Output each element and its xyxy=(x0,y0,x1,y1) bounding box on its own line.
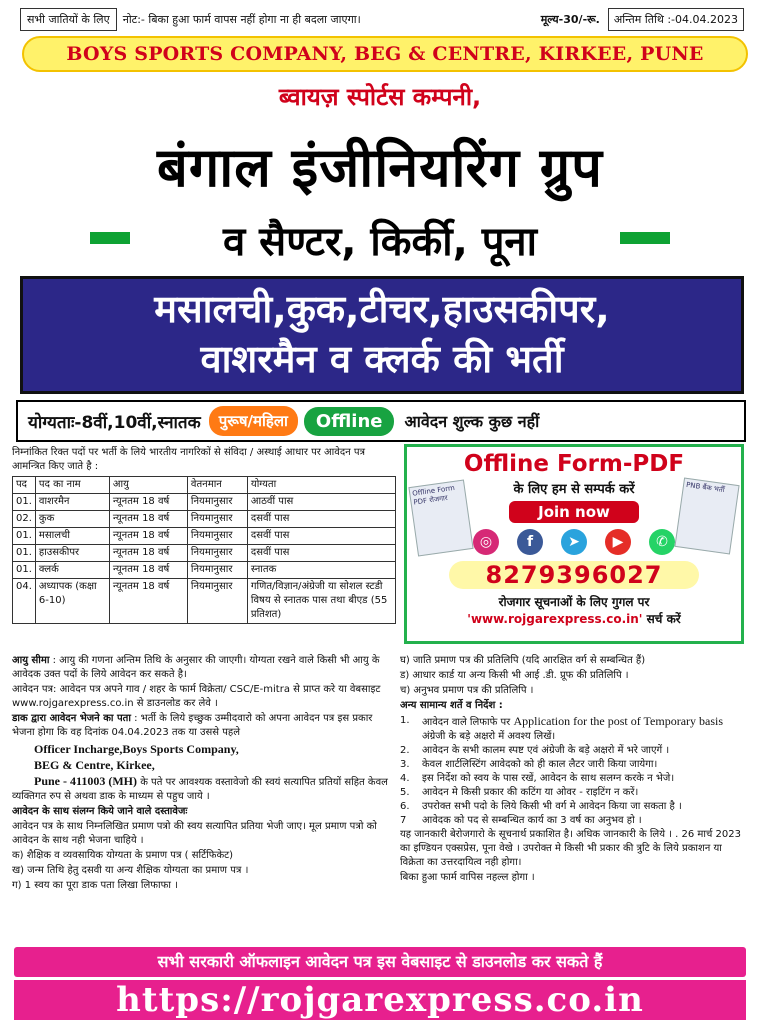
mode-badge: Offline xyxy=(304,407,395,436)
table-cell: गणित/विज्ञान/अंग्रेजी या सोशल स्टडी विषय से स्नातक पास तथा बीएड (55 प्रतिशत) xyxy=(247,579,395,624)
list-item xyxy=(400,772,744,786)
doc-item: च) अनुभव प्रमाण पत्र की प्रतिलिपि । xyxy=(400,685,534,696)
table-row xyxy=(13,562,396,579)
age-label: आयु सीमा xyxy=(12,655,50,666)
disclaimer-text: यह जानकारी बेरोजगारो के सूचनार्थ प्रकाशित है। अधिक जानकारी के लिये । . 26 मार्च 2023 का इण्डियन एक्सप्रेस, पूना वेखे । उपरोक्त मे किसी भी प्रकार की त्रुटि के लिये प्रकाशन या विक्रेता का उत्तरदायित्व नही होगा। xyxy=(400,829,741,868)
table-cell: नियमानुसार xyxy=(187,494,247,511)
age-paragraph xyxy=(12,654,392,682)
vacancy-table xyxy=(12,476,396,624)
footer-url-link[interactable]: https://rojgarexpress.co.in xyxy=(14,980,746,1020)
table-row xyxy=(13,579,396,624)
table-cell: न्यूनतम 18 वर्ष xyxy=(109,511,187,528)
table-cell: 01. xyxy=(13,494,36,511)
top-info-bar xyxy=(20,6,744,32)
table-row xyxy=(13,545,396,562)
table-cell: नियमानुसार xyxy=(187,528,247,545)
post-paragraph xyxy=(12,712,392,740)
list-number: 5. xyxy=(400,787,410,798)
youtube-icon[interactable]: ▶ xyxy=(605,529,631,555)
table-cell: 02. xyxy=(13,511,36,528)
list-number: 2. xyxy=(400,745,410,756)
table-cell: न्यूनतम 18 वर्ष xyxy=(109,579,187,624)
list-item xyxy=(400,814,744,828)
table-cell: मसालची xyxy=(35,528,109,545)
table-cell: न्यूनतम 18 वर्ष xyxy=(109,545,187,562)
address-line1: Officer Incharge,Boys Sports Company, xyxy=(34,742,239,756)
table-cell: 01. xyxy=(13,528,36,545)
table-cell: दसवीं पास xyxy=(247,528,395,545)
instructions-left xyxy=(12,654,392,894)
price-text: मूल्य-30/-रू. xyxy=(540,12,600,26)
conditions-label: अन्य सामान्य शर्ते व निर्देश : xyxy=(400,700,503,711)
table-cell: 04. xyxy=(13,579,36,624)
list-number: 4. xyxy=(400,773,410,784)
company-name-english: BOYS SPORTS COMPANY, BEG & CENTRE, KIRKEE, PUNE xyxy=(22,36,748,72)
eligibility-bar xyxy=(16,400,746,442)
company-name-hindi: ब्वायज़ स्पोर्टस कम्पनी, xyxy=(278,83,482,111)
table-cell: नियमानुसार xyxy=(187,545,247,562)
table-cell: कुक xyxy=(35,511,109,528)
search-hint-url xyxy=(407,610,741,627)
condition-english: Application for the post of Temporary basis xyxy=(513,714,724,728)
table-cell: वाशरमैन xyxy=(35,494,109,511)
instagram-icon[interactable]: ◎ xyxy=(473,529,499,555)
list-item xyxy=(400,786,744,800)
promo-contact-text: के लिए हम से सम्पर्क करें xyxy=(513,482,635,497)
posts-banner xyxy=(20,276,744,394)
footer-strip: सभी सरकारी ऑफलाइन आवेदन पत्र इस वेबसाइट से डाउनलोड कर सकते हैं xyxy=(14,947,746,977)
gender-badge: पुरूष/महिला xyxy=(209,406,298,436)
list-number: 6. xyxy=(400,801,410,812)
table-cell: दसवीं पास xyxy=(247,545,395,562)
doc-item: ख) जन्म तिथि हेतु दसवी या अन्य शैक्षिक योग्यता का प्रमाण पत्र । xyxy=(12,865,249,876)
post-label: डाक द्वारा आवेदन भेजने का पता xyxy=(12,713,131,724)
instructions-right xyxy=(400,654,744,886)
list-item xyxy=(400,714,744,744)
table-cell: 01. xyxy=(13,545,36,562)
table-cell: 01. xyxy=(13,562,36,579)
address-line3: Pune - 411003 (MH) xyxy=(34,774,137,788)
table-cell: क्लर्क xyxy=(35,562,109,579)
intro-text: निम्नांकित रिक्त पदों पर भर्ती के लिये भारतीय नागरिकों से संविदा / अस्थाई आधार पर आवेदन पत्र आमन्त्रित किए जाते है : xyxy=(12,447,366,472)
all-castes-label: सभी जातियों के लिए xyxy=(20,8,117,31)
condition-text: केवल शार्टलिस्टिंग आवेदको को ही काल लैटर जारी किया जायेगा। xyxy=(422,759,658,770)
posts-banner-line2: वाशरमैन व क्लर्क की भर्ती xyxy=(200,337,564,381)
sold-form-text: बिका हुआ फार्म वापिस नहल्ल होगा । xyxy=(400,872,535,883)
list-item xyxy=(400,744,744,758)
promo-heading: Offline Form-PDF xyxy=(463,451,685,477)
list-number: 7 xyxy=(400,815,407,826)
form-paragraph: आवेदन पत्र: आवेदन पत्र अपने गाव / शहर के फार्म विक्रेता/ CSC/E-mitra से प्राप्त करे या वेबसाइट www.rojgarexpress.co.in से डाउनलोड कर लेवे । xyxy=(12,684,381,709)
table-header: वेतनमान xyxy=(187,477,247,494)
newspaper-image-left: Offline Form PDF रोजगार xyxy=(408,479,473,556)
condition-text: आवेदन वाले लिफाफे पर xyxy=(422,717,511,728)
fee-text: आवेदन शुल्क कुछ नहीं xyxy=(404,412,540,431)
list-number: 1. xyxy=(400,715,410,726)
table-row xyxy=(13,528,396,545)
table-cell: दसवीं पास xyxy=(247,511,395,528)
table-cell: अध्यापक (कक्षा 6-10) xyxy=(35,579,109,624)
table-cell: आठवीं पास xyxy=(247,494,395,511)
notice-text: नोट:- बिका हुआ फार्म वापस नहीं होगा ना ही बदला जाएगा। xyxy=(122,12,361,26)
documents-text: आवेदन पत्र के साथ निम्नलिखित प्रमाण पत्रो की स्वय सत्यापित प्रतिया भेजी जाए। मूल प्रमाण पत्रो को आवेदन के साथ नही भेजना चाहिये । xyxy=(12,821,377,846)
condition-text: आवेदन मे किसी प्रकार की कटिंग या ओवर - राइटिंग न करें। xyxy=(422,787,639,798)
facebook-icon[interactable]: f xyxy=(517,529,543,555)
condition-text: अंग्रेजी के बड़े अक्षरो में अवश्य लिखें। xyxy=(422,731,556,742)
conditions-list xyxy=(400,714,744,828)
table-cell: हाउसकीपर xyxy=(35,545,109,562)
join-now-button[interactable]: Join now xyxy=(509,501,639,523)
doc-item: ग) 1 स्वय का पूरा डाक पता लिखा लिफाफा । xyxy=(12,880,178,891)
address-paragraph xyxy=(12,773,392,804)
whatsapp-icon[interactable]: ✆ xyxy=(649,529,675,555)
search-suffix: सर्च करें xyxy=(646,612,681,626)
main-title-line2-wrap xyxy=(20,212,740,265)
phone-number[interactable]: 8279396027 xyxy=(449,561,699,589)
table-header: योग्यता xyxy=(247,477,395,494)
address-suffix: के पते पर आवश्यक वस्तावेजो की स्वयं सत्यापित प्रतियों सहित केवल व्यक्तिगत रुप से अथवा डाक के माध्यम से पहुच जाये । xyxy=(12,777,388,802)
search-hint-text: रोजगार सूचनाओं के लिए गुगल पर xyxy=(498,595,650,609)
table-cell: नियमानुसार xyxy=(187,579,247,624)
posts-banner-line1: मसालची,कुक,टीचर,हाउसकीपर, xyxy=(154,287,610,331)
table-header: आयु xyxy=(109,477,187,494)
table-cell: नियमानुसार xyxy=(187,511,247,528)
condition-text: इस निर्देश को स्वय के पास रखें, आवेदन के साथ सलग्न करके न भेजे। xyxy=(422,773,675,784)
table-row xyxy=(13,511,396,528)
address-line2: BEG & Centre, Kirkee, xyxy=(34,758,155,772)
newspaper-image-right: PNB बैंक भर्ती xyxy=(674,477,739,554)
doc-item: क) शैक्षिक व व्यवसायिक योग्यता के प्रमाण पत्र ( सर्टिफिकेट) xyxy=(12,850,234,861)
condition-text: उपरोक्त सभी पदो के लिये किसी भी वर्ग मे आवेदन किया जा सकता है । xyxy=(422,801,682,812)
doc-item: ड) आधार कार्ड या अन्य किसी भी आई .डी. प्रूफ की प्रतिलिपि । xyxy=(400,670,629,681)
main-title-line2: व सैण्टर, किर्की, पूना xyxy=(223,219,537,265)
condition-text: आवेदक को पद से सम्बन्धित कार्य का 3 वर्ष का अनुभव हो । xyxy=(422,815,642,826)
age-text: : आयु की गणना अन्तिम तिथि के अनुसार की जाएगी। योग्यता रखने वाले किसी भी आयु के आवेदक उक्त पदों के लिये आवेदन कर सकते है। xyxy=(12,655,380,680)
condition-text: आवेदन के सभी कालम स्पष्ट एवं अंग्रेजी के बड़े अक्षरो में भरे जाएगें । xyxy=(422,745,670,756)
table-header: पद का नाम xyxy=(35,477,109,494)
table-cell: न्यूनतम 18 वर्ष xyxy=(109,528,187,545)
list-item xyxy=(400,758,744,772)
list-number: 3. xyxy=(400,759,410,770)
table-cell: स्नातक xyxy=(247,562,395,579)
table-cell: नियमानुसार xyxy=(187,562,247,579)
list-item xyxy=(400,800,744,814)
table-header: पद xyxy=(13,477,36,494)
table-header-row xyxy=(13,477,396,494)
qualification-text: योग्यताः-8वीं,10वीं,स्नातक xyxy=(28,412,201,433)
doc-item: घ) जाति प्रमाण पत्र की प्रतिलिपि (यदि आरक्षित वर्ग से सम्बन्धित हैं) xyxy=(400,655,646,666)
last-date-badge: अन्तिम तिथि :-04.04.2023 xyxy=(608,8,744,31)
vacancy-section xyxy=(12,446,396,624)
main-title-line1: बंगाल इंजीनियरिंग ग्रुप xyxy=(157,136,603,199)
offline-form-promo xyxy=(404,444,744,644)
table-cell: न्यूनतम 18 वर्ष xyxy=(109,562,187,579)
telegram-icon[interactable]: ➤ xyxy=(561,529,587,555)
table-row xyxy=(13,494,396,511)
post-text: : भर्ती के लिये इच्छुक उम्मीदवारो को अपना आवेदन पत्र इस प्रकार भेजना होगा कि वह दिनांक 04.04.2023 तक या उससे पहले xyxy=(12,713,373,738)
table-cell: न्यूनतम 18 वर्ष xyxy=(109,494,187,511)
promo-url-link[interactable]: 'www.rojgarexpress.co.in' xyxy=(467,612,643,626)
documents-label: आवेदन के साथ संलग्न किये जाने वाले दस्तावेजः xyxy=(12,806,188,817)
